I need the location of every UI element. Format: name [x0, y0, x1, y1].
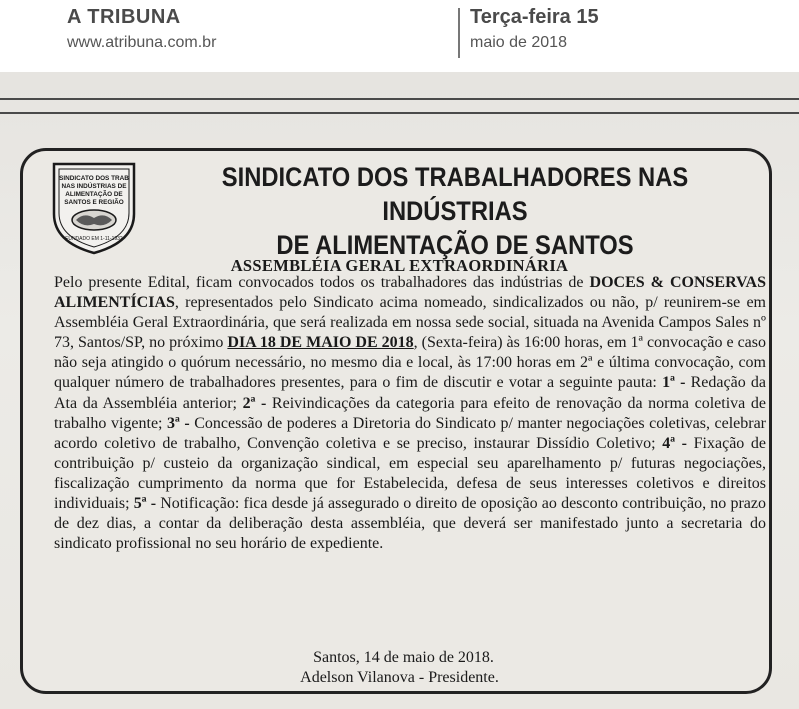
svg-text:ALIMENTAÇÃO DE: ALIMENTAÇÃO DE [65, 191, 123, 198]
meeting-date: DIA 18 DE MAIO DE 2018 [227, 334, 414, 352]
svg-text:SANTOS E REGIÃO: SANTOS E REGIÃO [64, 199, 124, 206]
union-headline [178, 160, 732, 262]
headline-line-1: SINDICATO DOS TRABALHADORES NAS INDÚSTRIAS [221, 162, 689, 226]
union-crest-icon [50, 158, 138, 256]
svg-text:NAS INDÚSTRIAS DE: NAS INDÚSTRIAS DE [61, 183, 127, 190]
agenda-item-1: Redação da Ata da Assembléia anterior; [54, 374, 767, 412]
signoff-signature: Adelson Vilanova - Presidente. [300, 669, 499, 686]
agenda-item-2-number: 2ª - [242, 394, 267, 412]
column-rule-top [0, 98, 799, 100]
agenda-item-2: Reivindicações da categoria para efeito de renovação da norma coletiva de trabalho vigente; [54, 394, 766, 432]
body-intro: Pelo presente Edital, ficam convocados todos os trabalhadores das indústrias de [54, 274, 590, 291]
body-schedule: , (Sexta-feira) às 16:00 horas, em 1ª convocação e caso não seja atingido o quórum necessário, no mesmo dia e local, às 17:00 horas em 2ª e última convocação, com qualquer número de trabalhadores presentes, para o fim de discutir e votar a seguinte pauta: [54, 334, 767, 392]
agenda-item-4: Fixação de contribuição p/ custeio da organização sindical, em especial seu aparelhamento p/ futuras negociações, fiscalização cumprimento da norma que for Estabelecida, defesa de seus interesses coletivos e direitos individuais; [54, 434, 767, 513]
notice-body [54, 273, 766, 554]
issue-day: Terça-feira 15 [470, 6, 599, 28]
agenda-item-3-number: 3ª - [167, 414, 190, 432]
industry-name: DOCES & CONSERVAS ALIMENTÍCIAS [54, 274, 767, 312]
newspaper-url: www.atribuna.com.br [67, 34, 217, 51]
agenda-item-4-number: 4ª - [662, 434, 688, 452]
agenda-item-5-number: 5ª - [133, 495, 157, 513]
agenda-item-1-number: 1ª - [662, 374, 686, 392]
headline-line-2: DE ALIMENTAÇÃO DE SANTOS [276, 230, 634, 260]
agenda-item-3: Concessão de poderes a Diretoria do Sindicato p/ manter negociações coletivas, celebrar acordo coletivo de trabalho, Convenção coletiva e se preciso, instaurar Dissídio Coletivo; [54, 414, 766, 452]
svg-text:SINDICATO DOS TRAB: SINDICATO DOS TRAB [59, 175, 129, 182]
agenda-item-5: Notificação: fica desde já assegurado o direito de oposição ao desconto contribuição, no prazo de dez dias, a contar da deliberação desta assembléia, que deverá ser manifestado junto a secretaria do sindicato profissional no seu horário de expediente. [54, 495, 767, 553]
notice-signoff [0, 648, 799, 688]
masthead [0, 0, 799, 72]
issue-month: maio de 2018 [470, 34, 567, 51]
svg-text:FUNDADO EM 1-11-1932: FUNDADO EM 1-11-1932 [65, 236, 123, 242]
column-rule-bottom [0, 112, 799, 114]
assembly-title: ASSEMBLÉIA GERAL EXTRAORDINÁRIA [230, 256, 569, 275]
masthead-divider [458, 8, 460, 58]
body-meeting: , representados pelo Sindicato acima nomeado, sindicalizados ou não, p/ reunirem-se em Assembléia Geral Extraordinária, que será realizada em nossa sede social, situada na Avenida Campos Sales nº 73, Santos/SP, no próximo [54, 294, 766, 352]
newspaper-name: A TRIBUNA [67, 6, 181, 28]
signoff-date: Santos, 14 de maio de 2018. [313, 649, 494, 666]
